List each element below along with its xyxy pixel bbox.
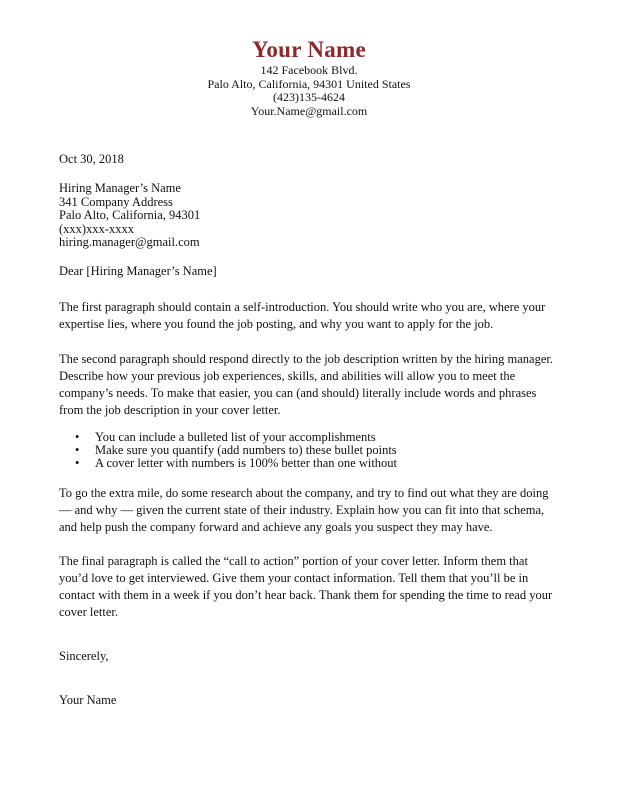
recipient-block <box>59 182 559 250</box>
paragraph-intro: The first paragraph should contain a self-introduction. You should write who you are, where your expertise lies, where you found the job posting, and why you want to apply for the job. <box>59 300 546 331</box>
salutation: Dear [Hiring Manager’s Name] <box>59 264 217 278</box>
recipient-phone: (xxx)xxx-xxxx <box>59 221 134 236</box>
list-item-text: A cover letter with numbers is 100% better than one without <box>95 456 398 470</box>
bullet-icon: • <box>75 430 80 444</box>
sender-email: Your.Name@gmail.com <box>250 103 368 118</box>
paragraph-job-response: The second paragraph should respond directly to the job description written by the hiring manager. Describe how your previous job experiences, skills, and abilities will allow you to meet the company’s needs. To make that easier, you can (and should) literally include words and phrases from the job description in your cover letter. <box>59 352 553 417</box>
list-item-text: Make sure you quantify (add numbers to) these bullet points <box>95 443 397 457</box>
sender-city: Palo Alto, California, 94301 United States <box>207 76 411 91</box>
signature: Your Name <box>59 693 117 707</box>
sender-name: Your Name <box>251 37 367 62</box>
list-item-text: You can include a bulleted list of your accomplishments <box>95 430 376 444</box>
recipient-address: 341 Company Address <box>59 194 173 209</box>
accomplishments-list <box>59 431 559 470</box>
recipient-name: Hiring Manager’s Name <box>59 181 181 195</box>
paragraph-call-to-action: The final paragraph is called the “call to action” portion of your cover letter. Inform them that you’d love to get interviewed. Give them your contact information. Tell them that you’ll be in contact with them in a week if you don’t hear back. Thank them for spending the time to read your cover letter. <box>59 554 553 619</box>
sender-address: 142 Facebook Blvd. <box>260 63 358 77</box>
recipient-city: Palo Alto, California, 94301 <box>59 208 201 222</box>
list-item <box>59 457 559 470</box>
letter-header <box>0 36 618 118</box>
sender-phone: (423)135-4624 <box>273 90 345 104</box>
bullet-icon: • <box>75 456 80 470</box>
bullet-icon: • <box>75 443 80 457</box>
paragraph-extra-mile: To go the extra mile, do some research about the company, and try to find out what they are doing — and why — given the current state of their industry. Explain how you can fit into that schema, and help push the company forward and achieve any goals you suspect they may have. <box>59 486 549 534</box>
letter-date: Oct 30, 2018 <box>59 152 124 166</box>
closing: Sincerely, <box>59 649 109 663</box>
recipient-email: hiring.manager@gmail.com <box>59 235 200 249</box>
